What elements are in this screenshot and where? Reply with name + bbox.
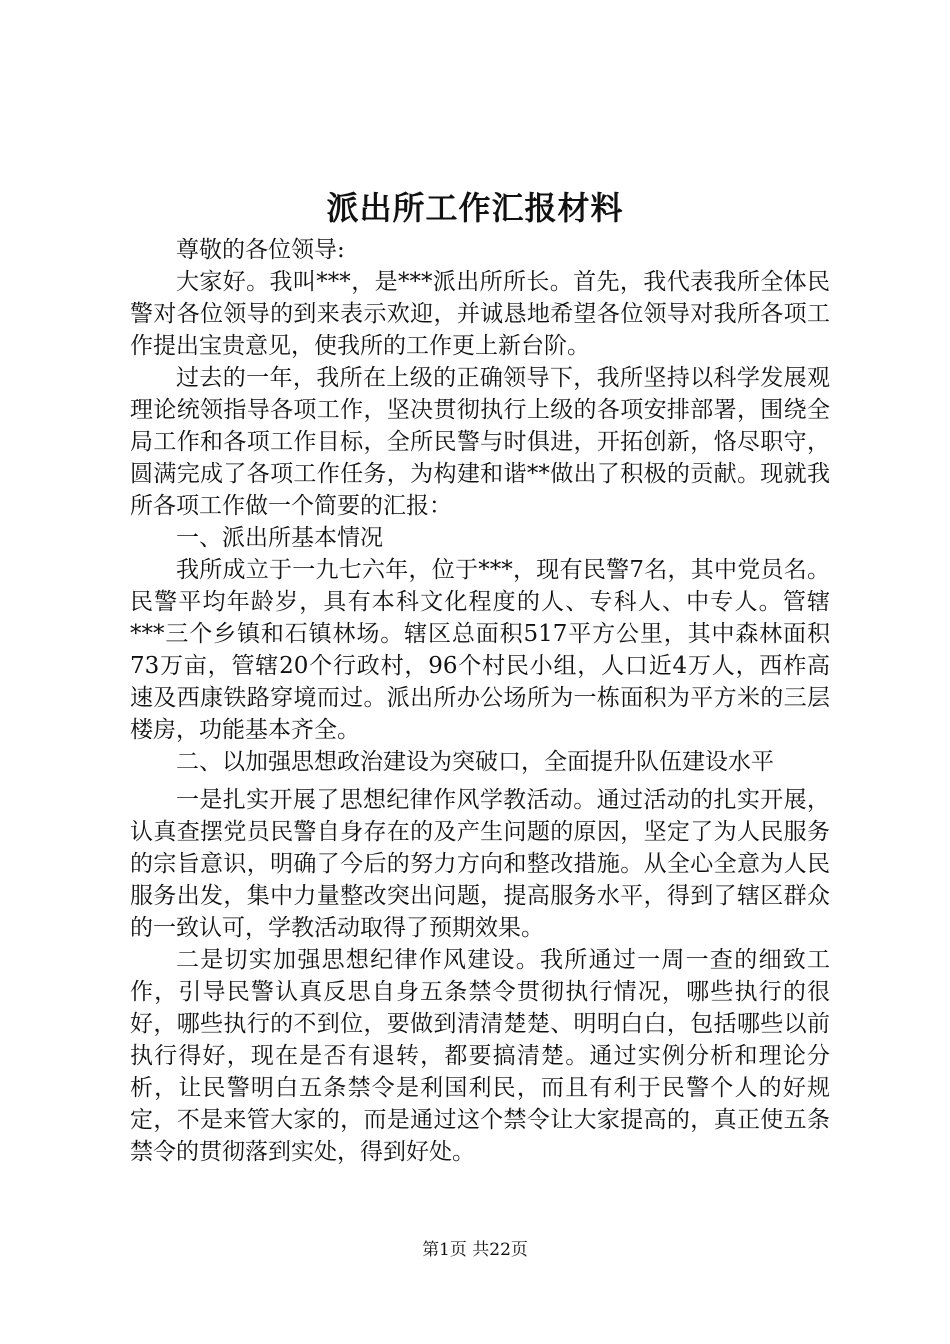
section-heading-1: 一、派出所基本情况 bbox=[176, 525, 383, 551]
paragraph-overview: 过去的一年，我所在上级的正确领导下，我所坚持以科学发展观理论统领指导各项工作，坚决贯彻执行上级的各项安排部署，围绕全局工作和各项工作目标，全所民警与时俱进，开拓创新，恪尽职守，圆满完成了各项工作任务，为构建和谐**做出了积极的贡献。现就我所各项工作做一个简要的汇报： bbox=[130, 365, 830, 519]
paragraph-point-2: 二是切实加强思想纪律作风建设。我所通过一周一查的细致工作，引导民警认真反思自身五条禁令贯彻执行情况，哪些执行的很好，哪些执行的不到位，要做到清清楚楚、明明白白，包括哪些以前执行得好，现在是否有退转，都要搞清楚。通过实例分析和理论分析，让民警明白五条禁令是利国利民，而且有利于民警个人的好规定，不是来管大家的，而是通过这个禁令让大家提高的，真正使五条禁令的贯彻落到实处，得到好处。 bbox=[130, 947, 830, 1165]
document-title: 派出所工作汇报材料 bbox=[326, 189, 624, 227]
section-heading-2: 二、以加强思想政治建设为突破口，全面提升队伍建设水平 bbox=[176, 749, 774, 775]
document-body bbox=[130, 234, 830, 1168]
paragraph-greeting: 大家好。我叫***，是***派出所所长。首先，我代表我所全体民警对各位领导的到来表示欢迎，并诚恳地希望各位领导对我所各项工作提出宝贵意见，使我所的工作更上新台阶。 bbox=[130, 269, 830, 359]
page-number: 第1页 共22页 bbox=[422, 1240, 528, 1260]
paragraph-point-1: 一是扎实开展了思想纪律作风学教活动。通过活动的扎实开展，认真查摆党员民警自身存在的及产生问题的原因，坚定了为人民服务的宗旨意识，明确了今后的努力方向和整改措施。从全心全意为人民服务出发，集中力量整改突出问题，提高服务水平，得到了辖区群众的一致认可，学教活动取得了预期效果。 bbox=[130, 787, 830, 941]
paragraph-basic-info: 我所成立于一九七六年，位于***，现有民警7名，其中党员名。民警平均年龄岁，具有本科文化程度的人、专科人、中专人。管辖***三个乡镇和石镇林场。辖区总面积517平方公里，其中森林面积73万亩，管辖20个行政村，96个村民小组，人口近4万人，西柞高速及西康铁路穿境而过。派出所办公场所为一栋面积为平方米的三层楼房，功能基本齐全。 bbox=[130, 557, 830, 743]
salutation: 尊敬的各位领导: bbox=[176, 237, 345, 263]
